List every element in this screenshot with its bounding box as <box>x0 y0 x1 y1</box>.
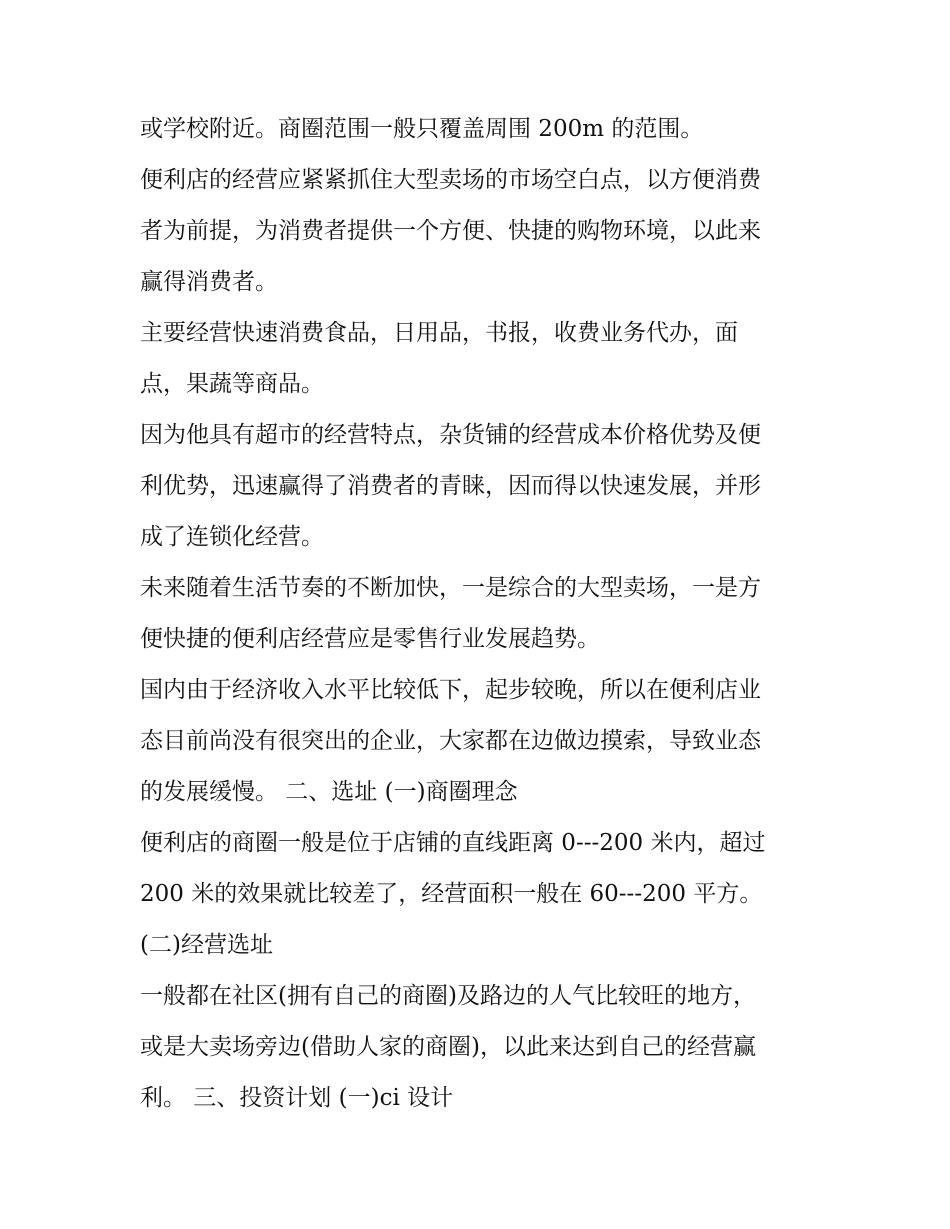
paragraph-8 <box>140 920 820 971</box>
text-line: 主要经营快速消费食品，日用品，书报，收费业务代办，面 <box>140 320 738 346</box>
paragraph-1 <box>140 104 820 155</box>
text-line: 便快捷的便利店经营应是零售行业发展趋势。 <box>140 626 600 652</box>
text-line: 或是大卖场旁边(借助人家的商圈)，以此来达到自己的经营赢 <box>140 1034 756 1060</box>
text-line: 200 米的效果就比较差了，经营面积一般在 60---200 平方。 <box>140 881 763 907</box>
text-line: 便利店的经营应紧紧抓住大型卖场的市场空白点，以方便消费 <box>140 167 761 193</box>
paragraph-2 <box>140 155 820 308</box>
text-line: 一般都在社区(拥有自己的商圈)及路边的人气比较旺的地方， <box>140 983 756 1009</box>
text-line: (二)经营选址 <box>140 932 273 958</box>
text-line: 点，果蔬等商品。 <box>140 371 324 397</box>
text-line: 因为他具有超市的经营特点，杂货铺的经营成本价格优势及便 <box>140 422 761 448</box>
paragraph-9 <box>140 971 820 1124</box>
paragraph-7 <box>140 818 820 920</box>
text-line: 态目前尚没有很突出的企业，大家都在边做边摸索，导致业态 <box>140 728 761 754</box>
paragraph-6 <box>140 665 820 818</box>
document-body <box>140 104 820 1124</box>
paragraph-4 <box>140 410 820 563</box>
text-line: 未来随着生活节奏的不断加快，一是综合的大型卖场，一是方 <box>140 575 761 601</box>
paragraph-5 <box>140 563 820 665</box>
text-line: 利优势，迅速赢得了消费者的青睐，因而得以快速发展，并形 <box>140 473 761 499</box>
text-line: 者为前提，为消费者提供一个方便、快捷的购物环境，以此来 <box>140 218 761 244</box>
paragraph-3 <box>140 308 820 410</box>
text-line: 或学校附近。商圈范围一般只覆盖周围 200m 的范围。 <box>140 116 704 142</box>
text-line: 便利店的商圈一般是位于店铺的直线距离 0---200 米内，超过 <box>140 830 766 856</box>
text-line: 成了连锁化经营。 <box>140 524 324 550</box>
text-line: 国内由于经济收入水平比较低下，起步较晚，所以在便利店业 <box>140 677 761 703</box>
text-line: 利。 三、投资计划 (一)ci 设计 <box>140 1085 454 1111</box>
text-line: 赢得消费者。 <box>140 269 278 295</box>
text-line: 的发展缓慢。 二、选址 (一)商圈理念 <box>140 779 518 805</box>
